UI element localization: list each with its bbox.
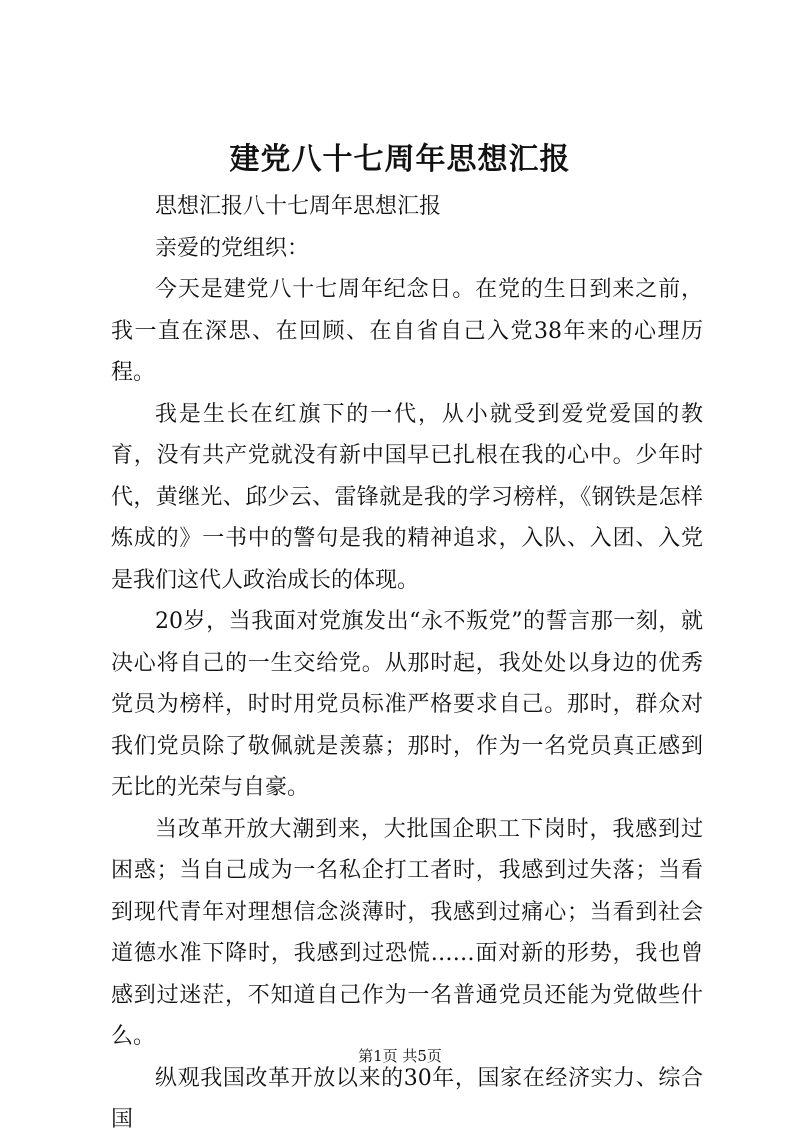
page-footer: 第1页 共5页 xyxy=(358,1047,442,1065)
paragraph-2: 我是生长在红旗下的一代，从小就受到爱党爱国的教育，没有共产党就没有新中国早已扎根在我的心中。少年时代，黄继光、邱少云、雷锋就是我的学习榜样，《钢铁是怎样炼成的》一书中的警句是我的精神追求，入队、入团、入党是我们这代人政治成长的体现。 xyxy=(111,401,703,593)
paragraph-subtitle: 思想汇报八十七周年思想汇报 xyxy=(155,194,442,219)
paragraph-1: 今天是建党八十七周年纪念日。在党的生日到来之前，我一直在深思、在回顾、在自省自己入党38年来的心理历程。 xyxy=(111,277,703,385)
document-body xyxy=(111,186,703,1141)
paragraph-5: 纵观我国改革开放以来的30年，国家在经济实力、综合国 xyxy=(111,1065,703,1132)
document-title: 建党八十七周年思想汇报 xyxy=(229,142,571,177)
paragraph-4: 当改革开放大潮到来，大批国企职工下岗时，我感到过困惑；当自己成为一名私企打工者时，我感到过失落；当看到现代青年对理想信念淡薄时，我感到过痛心；当看到社会道德水准下降时，我感到过恐慌……面对新的形势，我也曾感到过迷茫，不知道自己作为一名普通党员还能为党做些什么。 xyxy=(111,816,703,1049)
paragraph-salutation: 亲爱的党组织： xyxy=(155,235,310,261)
paragraph-3: 20岁，当我面对党旗发出“永不叛党”的誓言那一刻，就决心将自己的一生交给党。从那时起，我处处以身边的优秀党员为榜样，时时用党员标准严格要求自己。那时，群众对我们党员除了敬佩就是羡慕；那时，作为一名党员真正感到无比的光荣与自豪。 xyxy=(111,609,703,800)
